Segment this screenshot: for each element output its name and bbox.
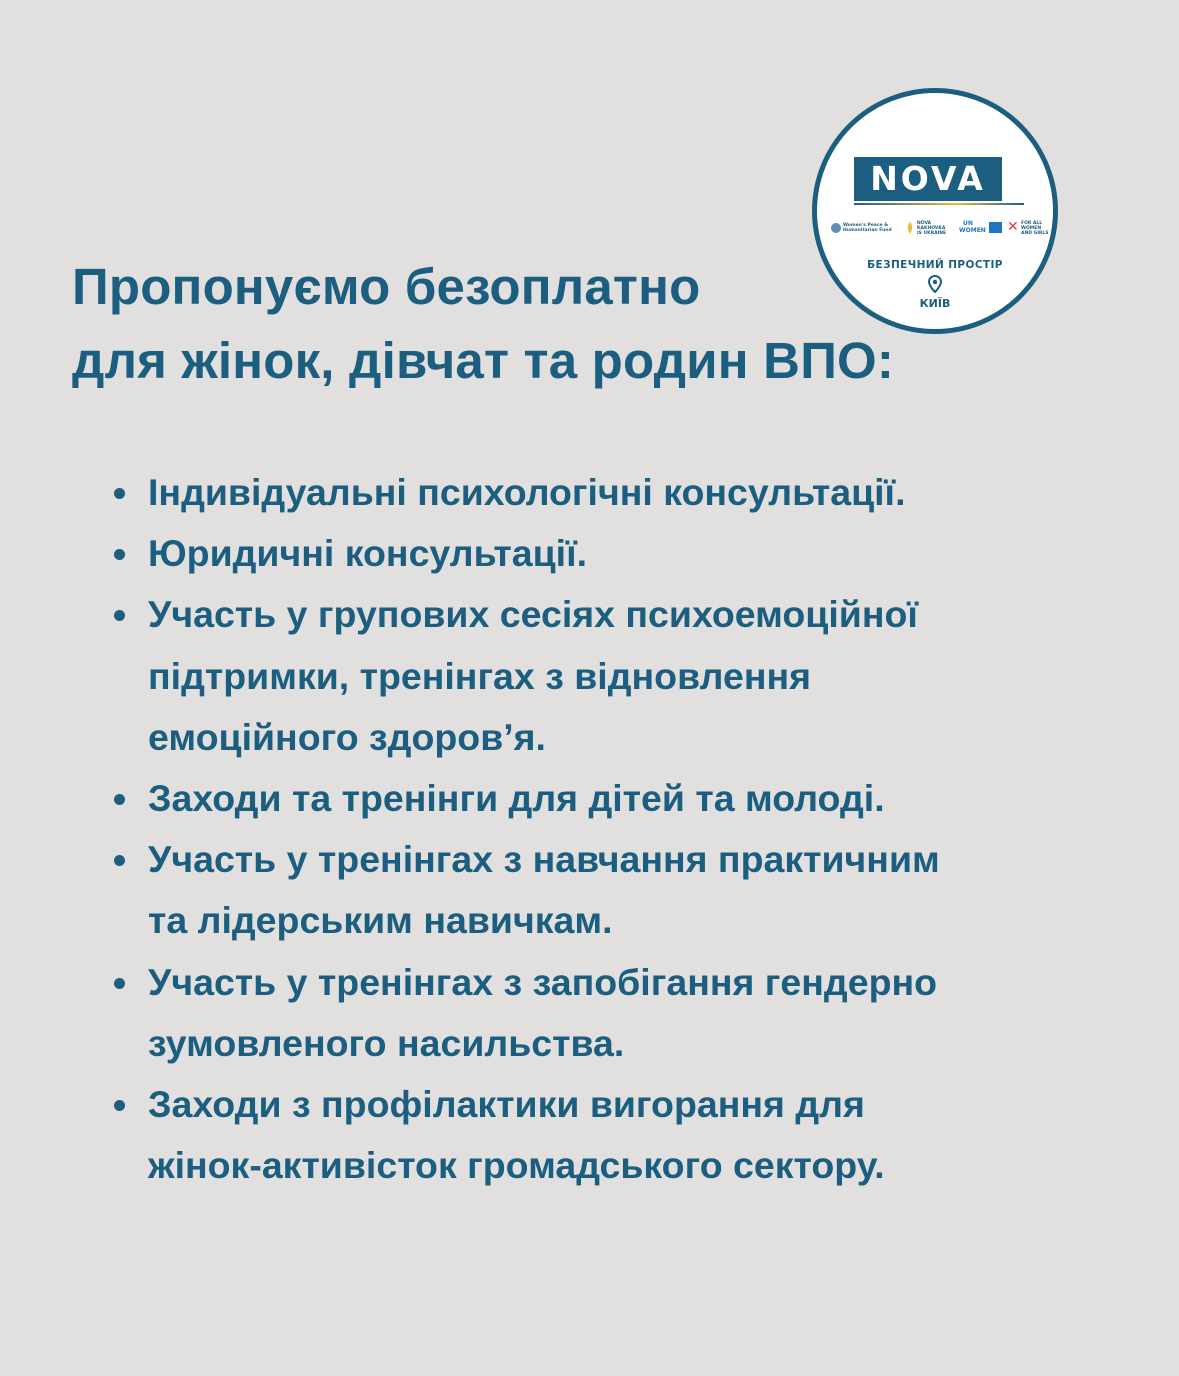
- partner-un-women-top: UN: [963, 220, 973, 227]
- service-text-line: Участь у групових сесіях психоемоційної: [148, 593, 918, 636]
- services-list: [108, 462, 1148, 1196]
- service-text-line: Заходи та тренінги для дітей та молоді.: [148, 777, 885, 820]
- headline-line-1: Пропонуємо безоплатно: [72, 258, 701, 315]
- service-text-line: Індивідуальні психологічні консультації.: [148, 471, 906, 513]
- service-text-line: Участь у тренінгах з запобігання гендерно: [148, 960, 938, 1003]
- partner-un-women-bottom: WOMEN: [959, 227, 986, 234]
- bullet-icon: [114, 855, 125, 866]
- service-text-line: Заходи з профілактики вигорання для: [148, 1083, 865, 1126]
- service-item: [108, 462, 1148, 523]
- kakhovka-leaf-icon: [905, 222, 915, 234]
- service-text-line: жінок-активісток громадського сектору.: [148, 1144, 885, 1187]
- service-item: [108, 523, 1148, 584]
- city-label: КИЇВ: [919, 297, 951, 310]
- bullet-icon: [114, 549, 125, 560]
- partner-wphf: Women's Peace & Humanitarian Fund: [843, 223, 892, 233]
- nova-logo: [854, 157, 1002, 201]
- partner-logos: [827, 221, 1047, 245]
- bullet-icon: [114, 610, 125, 621]
- logo-underline: [854, 203, 1024, 205]
- service-item: [108, 1074, 1148, 1196]
- service-text-line: підтримки, тренінгах з відновлення: [148, 654, 812, 697]
- service-text-line: та лідерським навичкам.: [148, 899, 613, 942]
- service-text-line: Участь у тренінгах з навчання практичним: [148, 838, 940, 881]
- safe-space-label: БЕЗПЕЧНИЙ ПРОСТІР: [867, 259, 1003, 271]
- service-item: [108, 829, 1148, 951]
- organization-badge: [812, 88, 1058, 334]
- service-text-line: Юридичні консультації.: [148, 532, 588, 575]
- headline-line-2: для жінок, дівчат та родин ВПО:: [72, 332, 895, 389]
- un-emblem-icon: [831, 223, 841, 233]
- headline: [72, 250, 894, 398]
- un-women-icon: [989, 222, 1002, 233]
- bullet-icon: [114, 1100, 125, 1111]
- service-item: [108, 952, 1148, 1074]
- location-pin-icon: [927, 275, 943, 293]
- bullet-icon: [114, 794, 125, 805]
- bullet-icon: [114, 488, 125, 499]
- service-item: [108, 584, 1148, 768]
- service-item: [108, 768, 1148, 829]
- service-text-line: емоційного здоров’я.: [148, 715, 546, 758]
- service-text-line: зумовленого насильства.: [148, 1021, 625, 1064]
- nova-logo-text: NOVA: [870, 159, 986, 198]
- partner-for-all: FOR ALL WOMEN AND GIRLS: [1021, 221, 1049, 236]
- for-all-cross-icon: ✕: [1007, 219, 1019, 235]
- partner-nova-kakhovka: NOVA KAKHOVKA IS UKRAINE: [917, 221, 947, 236]
- bullet-icon: [114, 978, 125, 989]
